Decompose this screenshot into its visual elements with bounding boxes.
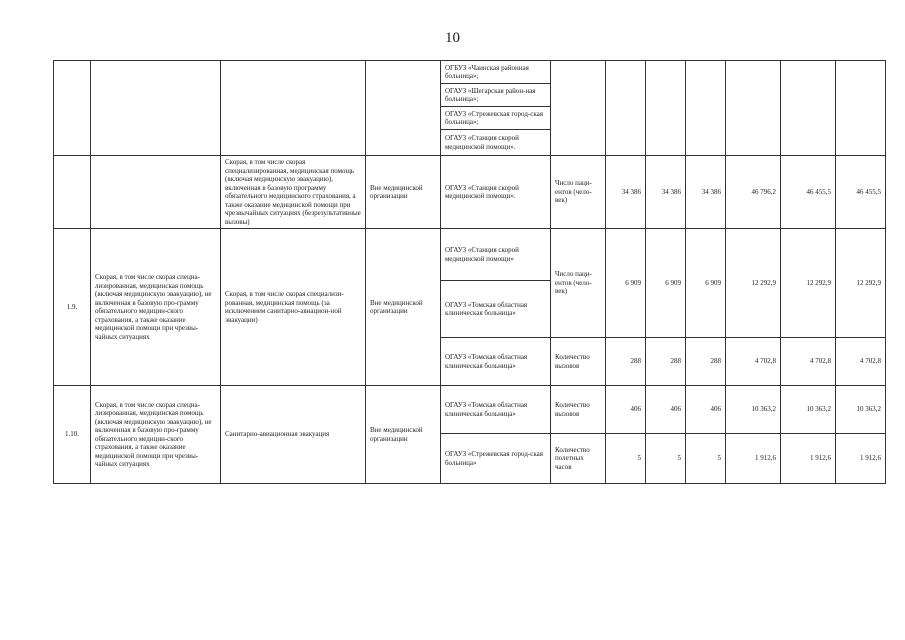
empty-cell <box>366 61 441 156</box>
empty-cell <box>646 61 686 156</box>
empty-cell <box>781 61 836 156</box>
value-cell: 1 912,6 <box>781 434 836 484</box>
empty-cell <box>686 61 726 156</box>
value-cell: 288 <box>606 338 646 386</box>
value-cell: 288 <box>646 338 686 386</box>
value-cell: 288 <box>686 338 726 386</box>
page-number: 10 <box>445 30 460 46</box>
table-row <box>54 156 886 229</box>
value-cell: 10 363,2 <box>781 386 836 434</box>
table-row <box>54 229 886 281</box>
organization-cell: ОГАУЗ «Томская областная клиническая больница» <box>441 281 551 338</box>
organization-cell: ОГАУЗ «Станция скорой медицинской помощи» <box>441 229 551 281</box>
organization-cell: ОГАУЗ «Стрежевская город-ская больница» <box>441 434 551 484</box>
organization-cell: ОГАУЗ «Томская областная клиническая больница» <box>441 338 551 386</box>
value-cell: 406 <box>606 386 646 434</box>
unit-cell: Количество полетных часов <box>551 434 606 484</box>
empty-cell <box>54 61 91 156</box>
row-number: 1.9. <box>54 229 91 386</box>
unit-cell: Количество вызовов <box>551 386 606 434</box>
organization-cell: ОГАУЗ «Станция скорой медицинской помощи». <box>441 156 551 229</box>
value-cell: 5 <box>686 434 726 484</box>
value-cell: 34 386 <box>646 156 686 229</box>
row-number: 1.10. <box>54 386 91 484</box>
value-cell: 12 292,9 <box>726 229 781 338</box>
value-cell: 4 702,8 <box>836 338 886 386</box>
unit-cell: Количество вызовов <box>551 338 606 386</box>
description-cell: Скорая, в том числе скорая специализи-рованная, медицинская помощь (за исключением санитарно-авиацион-ной эвакуации) <box>221 229 366 386</box>
value-cell: 12 292,9 <box>781 229 836 338</box>
empty-cell <box>836 61 886 156</box>
value-cell: 406 <box>686 386 726 434</box>
organization-cell: ОГАУЗ «Шегарская район-ная больница»; <box>441 84 551 107</box>
organization-cell: ОГАУЗ «Стрежевская город-ская больница»; <box>441 107 551 130</box>
budget-table <box>53 60 886 484</box>
organization-cell: ОГБУЗ «Чаинская районная больница»; <box>441 61 551 84</box>
value-cell: 5 <box>606 434 646 484</box>
value-cell: 4 702,8 <box>781 338 836 386</box>
title-cell: Скорая, в том числе скорая специа-лизированная, медицинская помощь (включая медицинскую эвакуацию), не включенная в базовую про-грамму обязательного медицин-ского страхования, а также оказание медицинской помощи при чрезвы-чайных ситуациях <box>91 386 221 484</box>
empty-cell <box>606 61 646 156</box>
organization-cell: ОГАУЗ «Станция скорой медицинской помощи». <box>441 130 551 156</box>
value-cell: 46 796,2 <box>726 156 781 229</box>
value-cell: 34 386 <box>606 156 646 229</box>
value-cell: 6 909 <box>606 229 646 338</box>
title-cell: Скорая, в том числе скорая специа-лизированная, медицинская помощь (включая медицинскую эвакуацию), не включенная в базовую про-грамму обязательного медицин-ского страхования, а также оказание медицинской помощи при чрезвы-чайных ситуациях <box>91 229 221 386</box>
table-row <box>54 386 886 434</box>
value-cell: 1 912,6 <box>726 434 781 484</box>
value-cell: 6 909 <box>686 229 726 338</box>
value-cell: 406 <box>646 386 686 434</box>
empty-cell <box>91 156 221 229</box>
description-cell: Санитарно-авиационная эвакуация <box>221 386 366 484</box>
empty-cell <box>91 61 221 156</box>
condition-cell: Вне медицинской организации <box>366 386 441 484</box>
empty-cell <box>551 61 606 156</box>
value-cell: 10 363,2 <box>726 386 781 434</box>
table-row <box>54 61 886 84</box>
value-cell: 46 455,5 <box>836 156 886 229</box>
empty-cell <box>726 61 781 156</box>
condition-cell: Вне медицинской организации <box>366 156 441 229</box>
value-cell: 46 455,5 <box>781 156 836 229</box>
unit-cell: Число паци-ентов (чело-век) <box>551 156 606 229</box>
empty-cell <box>221 61 366 156</box>
value-cell: 5 <box>646 434 686 484</box>
unit-cell: Число паци-ентов (чело-век) <box>551 229 606 338</box>
condition-cell: Вне медицинской организации <box>366 229 441 386</box>
value-cell: 10 363,2 <box>836 386 886 434</box>
organization-cell: ОГАУЗ «Томская областная клиническая больница» <box>441 386 551 434</box>
description-cell: Скорая, в том числе скорая специализированная, медицинская помощь (включая медицинскую эвакуацию), включенная в базовую программу обязательного медицинского страхования, а также оказание медицинской помощи при чрезвычайных ситуациях (безрезультативные вызовы) <box>221 156 366 229</box>
empty-cell <box>54 156 91 229</box>
value-cell: 1 912,6 <box>836 434 886 484</box>
value-cell: 6 909 <box>646 229 686 338</box>
value-cell: 34 386 <box>686 156 726 229</box>
value-cell: 4 702,8 <box>726 338 781 386</box>
value-cell: 12 292,9 <box>836 229 886 338</box>
